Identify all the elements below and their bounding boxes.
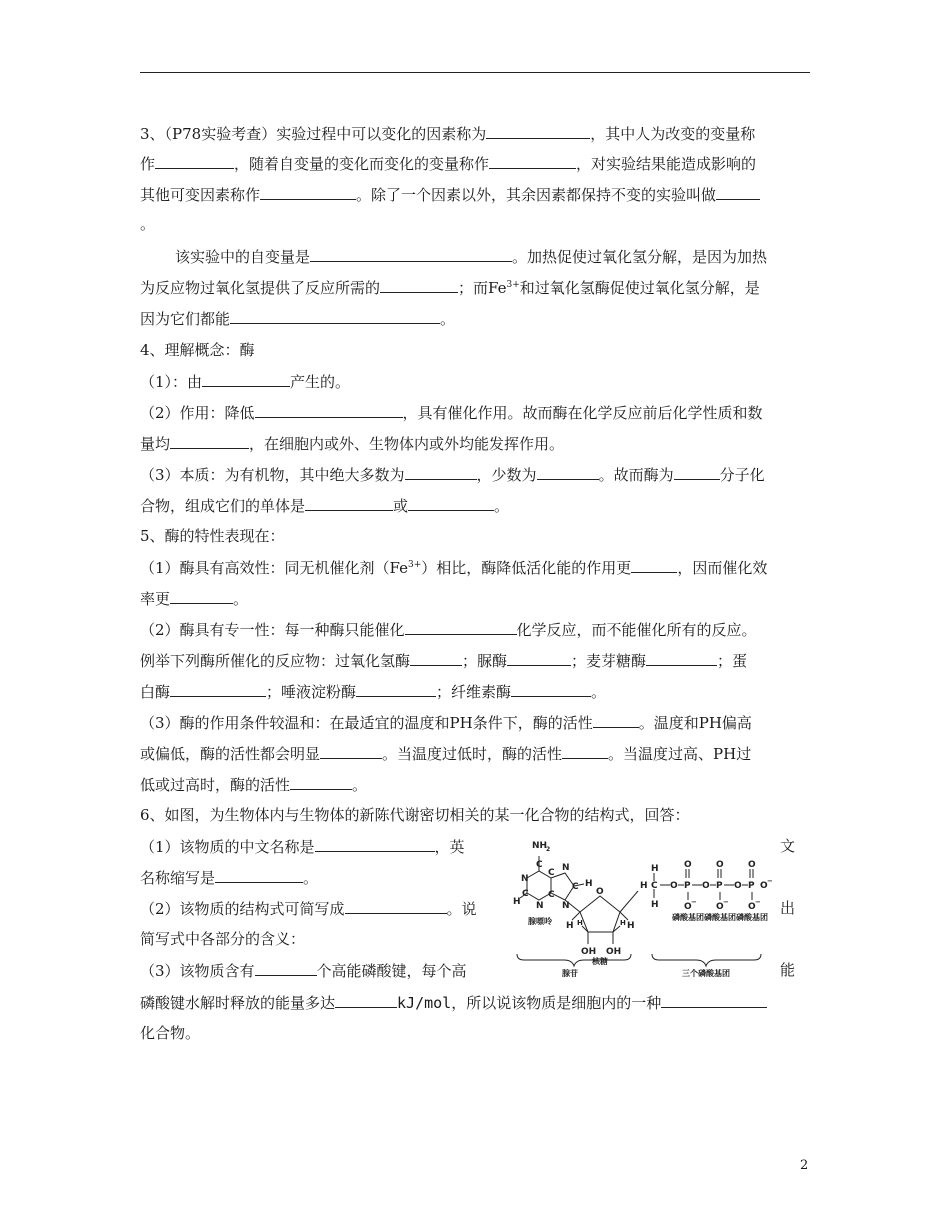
answer-blank[interactable] [170,588,233,604]
q6-text: 文 [780,837,796,855]
q4-text: （1）：由 [140,373,203,391]
answer-blank[interactable] [305,495,393,511]
answer-blank[interactable] [511,681,591,697]
atom-o: O [670,881,678,891]
q5-item-3 [140,712,752,733]
q6-text: （1）该物质的中文名称是 [140,838,315,856]
unit-text: kJ/mol [397,994,452,1012]
q3-text: 其他可变因素称作 [140,186,261,204]
charge-label: − [723,898,729,906]
q5-text: 。 [591,683,607,701]
answer-blank[interactable] [486,123,590,139]
q6-item-2 [140,898,477,919]
q4-text: ，在细胞内或外、生物体内或外均能发挥作用。 [249,435,565,453]
q3-text: 。除了一个因素以外，其余因素都保持不变的实验叫做 [356,186,717,204]
q4-item-2-cont [140,433,564,454]
atom-o: O [716,860,724,870]
atom-o: O [684,902,692,912]
atp-structure-figure [512,836,774,984]
atom-h: H [585,879,593,889]
answer-blank[interactable] [356,681,436,697]
q6-text: ，英 [434,838,465,856]
atom-h: H [651,864,659,874]
answer-blank[interactable] [716,184,760,200]
atom-c: C [572,882,579,892]
q6-item-3 [140,960,467,981]
q6-item-3-cont2 [140,1023,200,1043]
q6-item-1 [140,836,465,857]
answer-blank[interactable] [202,371,290,387]
q4-text: 量均 [140,435,171,453]
answer-blank[interactable] [489,153,576,169]
q5-item-1 [140,557,767,578]
atom-n: N [562,863,570,873]
atom-p: P [684,881,691,891]
atom-o: O [748,902,756,912]
q6-text: 能 [780,961,796,979]
q5-item-1-cont [140,588,248,609]
answer-blank[interactable] [674,464,720,480]
atom-h: H [513,897,521,907]
q5-text: 率更 [140,590,171,608]
q6-text: 出 [780,899,796,917]
answer-blank[interactable] [345,898,447,914]
q3-line-5 [175,246,767,267]
superscript: 3+ [408,560,422,570]
atom-n: N [521,874,529,884]
q6-item-3-right [780,960,795,980]
q5-text: （1）酶具有高效性：同无机催化剂（Fe [140,559,409,577]
amino-subscript: 2 [546,846,551,853]
atp-structure-diagram [512,836,774,984]
q4-item-3-cont [140,495,509,516]
q4-title [140,340,255,360]
atom-n: N [562,901,570,911]
q5-text: （2）酶具有专一性：每一种酶只能催化 [140,621,405,639]
answer-blank[interactable] [537,464,599,480]
q5-text: ；蛋 [717,652,748,670]
answer-blank[interactable] [230,308,440,324]
q5-text: 。当温度过高、PH过 [608,745,752,763]
answer-blank[interactable] [255,960,317,976]
answer-blank[interactable] [631,557,677,573]
atom-o: O [760,881,768,891]
answer-blank[interactable] [310,246,512,262]
q3-text: 该实验中的自变量是 [175,248,311,266]
q3-text: ；而Fe [458,279,507,297]
atom-o: O [716,902,724,912]
answer-blank[interactable] [408,495,494,511]
answer-blank[interactable] [562,743,608,759]
section-title: 4、理解概念：酶 [140,341,255,359]
atom-n: N [536,901,544,911]
q5-text: ）相比，酶降低活化能的作用更 [421,559,632,577]
atom-c: C [548,890,555,900]
q3-line-2 [140,153,756,174]
q4-text: ，少数为 [476,466,537,484]
q3-text: 为反应物过氧化氢提供了反应所需的 [140,279,381,297]
atom-o: O [748,860,756,870]
atom-h: H [566,921,574,931]
atom-c: C [522,889,529,899]
answer-blank[interactable] [335,992,397,1008]
q6-text: 化合物。 [140,1024,201,1042]
q5-text: 。温度和PH偏高 [638,714,752,732]
answer-blank[interactable] [410,650,462,666]
q3-text: 和过氧化氢酶促使过氧化氢分解，是 [519,279,760,297]
q5-text: 。 [352,776,368,794]
q3-text: 。加热促使过氧化氢分解，是因为加热 [512,248,768,266]
q5-text: 。 [233,590,249,608]
q5-text: ；唾液淀粉酶 [266,683,357,701]
adenosine-label: 腺苷 [562,969,578,978]
atom-h: H [640,881,648,891]
page-number: 2 [800,1158,809,1173]
q5-text: ；脲酶 [462,652,508,670]
answer-blank[interactable] [320,743,382,759]
q3-line-6 [140,277,760,298]
atom-o: O [596,887,604,897]
answer-blank[interactable] [315,836,435,852]
q3-line-1 [140,123,755,144]
adenine-label: 腺嘌呤 [528,917,552,926]
section-title: 5、酶的特性表现在： [140,527,285,545]
answer-blank[interactable] [260,184,356,200]
charge-label: − [767,877,773,885]
q6-text: （3）该物质含有 [140,962,255,980]
q4-item-3 [140,464,765,485]
atom-c: C [536,860,543,870]
answer-blank[interactable] [155,153,234,169]
atom-h: H [620,919,626,927]
q5-item-2 [140,619,757,640]
q4-text: （3）本质：为有机物，其中绝大多数为 [140,466,405,484]
atom-o: O [702,881,710,891]
answer-blank[interactable] [215,867,303,883]
q6-item-1-right [780,836,795,856]
ribose-label: 核糖 [592,957,608,966]
q5-text: 例举下列酶所催化的反应物：过氧化氢酶 [140,652,411,670]
answer-blank[interactable] [405,464,477,480]
atom-c: C [548,868,555,878]
q6-item-2-cont [140,929,305,949]
q3-text: 作 [140,155,156,173]
q6-text: 。 [303,869,319,887]
q4-text: （2）作用：降低 [140,404,255,422]
section-title: 6、如图，为生物体内与生物体的新陈代谢密切相关的某一化合物的结构式，回答： [140,806,690,824]
q3-line-3 [140,184,760,205]
q6-text: （2）该物质的结构式可简写成 [140,900,345,918]
q3-line-7 [140,308,455,329]
q5-item-3-cont2 [140,774,367,795]
q6-title [140,805,690,825]
q3-text: ，其中人为改变的变量称 [590,125,756,143]
q6-item-3-cont [140,992,767,1013]
phosphate-group-label: 磷酸基团 [736,913,768,922]
q3-text: ，随着自变量的变化而变化的变量称作 [234,155,490,173]
atom-o: O [684,860,692,870]
q5-text: 白酶 [140,683,171,701]
q6-text: 。说 [446,900,477,918]
q5-text: （3）酶的作用条件较温和：在最适宜的温度和PH条件下，酶的活性 [140,714,593,732]
atom-p: P [748,881,755,891]
phosphate-group-label: 磷酸基团 [704,913,736,922]
answer-blank[interactable] [646,650,717,666]
atom-h: H [651,900,659,910]
superscript: 3+ [506,280,520,290]
q5-text: 或偏低，酶的活性都会明显 [140,745,321,763]
atom-c: C [651,881,658,891]
charge-label: − [755,898,761,906]
q6-text: 个高能磷酸键，每个高 [316,962,467,980]
answer-blank[interactable] [593,712,639,728]
answer-blank[interactable] [405,619,517,635]
q3-text: 因为它们都能 [140,310,231,328]
q4-text: 。故而酶为 [598,466,674,484]
hydroxyl-label: OH [606,947,622,957]
q3-text: ，对实验结果能造成影响的 [576,155,757,173]
answer-blank[interactable] [380,277,458,293]
q5-text: 。当温度过低时，酶的活性 [382,745,563,763]
q6-text: 名称缩写是 [140,869,216,887]
q4-text: 产生的。 [290,373,351,391]
q3-text: 。 [140,215,156,233]
q5-title [140,526,285,546]
q3-line-4 [140,214,155,234]
q5-text: 低或过高时，酶的活性 [140,776,291,794]
q5-item-2-list [140,650,747,671]
q5-text: ；纤维素酶 [436,683,512,701]
q6-text: ，所以说该物质是细胞内的一种 [451,994,662,1012]
q5-item-3-cont [140,743,751,764]
q6-item-2-right [780,898,795,918]
atom-h: H [577,919,583,927]
q4-text: 或 [393,497,409,515]
q6-item-1-cont [140,867,318,888]
charge-label: − [691,898,697,906]
amino-label: NH [532,841,548,851]
header-rule [140,72,810,73]
q4-text: 。 [494,497,510,515]
q6-text: 磷酸键水解时释放的能量多达 [140,994,336,1012]
atom-h: H [627,921,635,931]
q6-text: 简写式中各部分的含义： [140,930,306,948]
q3-text: 。 [440,310,456,328]
atom-o: O [734,881,742,891]
answer-blank[interactable] [170,681,266,697]
answer-blank[interactable] [661,992,767,1008]
answer-blank[interactable] [507,650,571,666]
phosphate-group-label: 磷酸基团 [672,913,704,922]
q3-text: 3、（P78实验考查）实验过程中可以变化的因素称为 [140,125,487,143]
q5-text: ，因而催化效 [677,559,768,577]
q5-item-2-list-cont [140,681,606,702]
q4-text: 分子化 [719,466,765,484]
answer-blank[interactable] [290,774,352,790]
triphosphate-label: 三个磷酸基团 [682,969,730,978]
q4-text: 合物，组成它们的单体是 [140,497,306,515]
answer-blank[interactable] [255,402,403,418]
q4-item-2 [140,402,763,423]
q5-text: 化学反应，而不能催化所有的反应。 [516,621,757,639]
answer-blank[interactable] [170,433,249,449]
q4-item-1 [140,371,350,392]
hydroxyl-label: OH [581,947,597,957]
atom-p: P [716,881,723,891]
q4-text: ，具有催化作用。故而酶在化学反应前后化学性质和数 [402,404,763,422]
q5-text: ；麦芽糖酶 [571,652,647,670]
